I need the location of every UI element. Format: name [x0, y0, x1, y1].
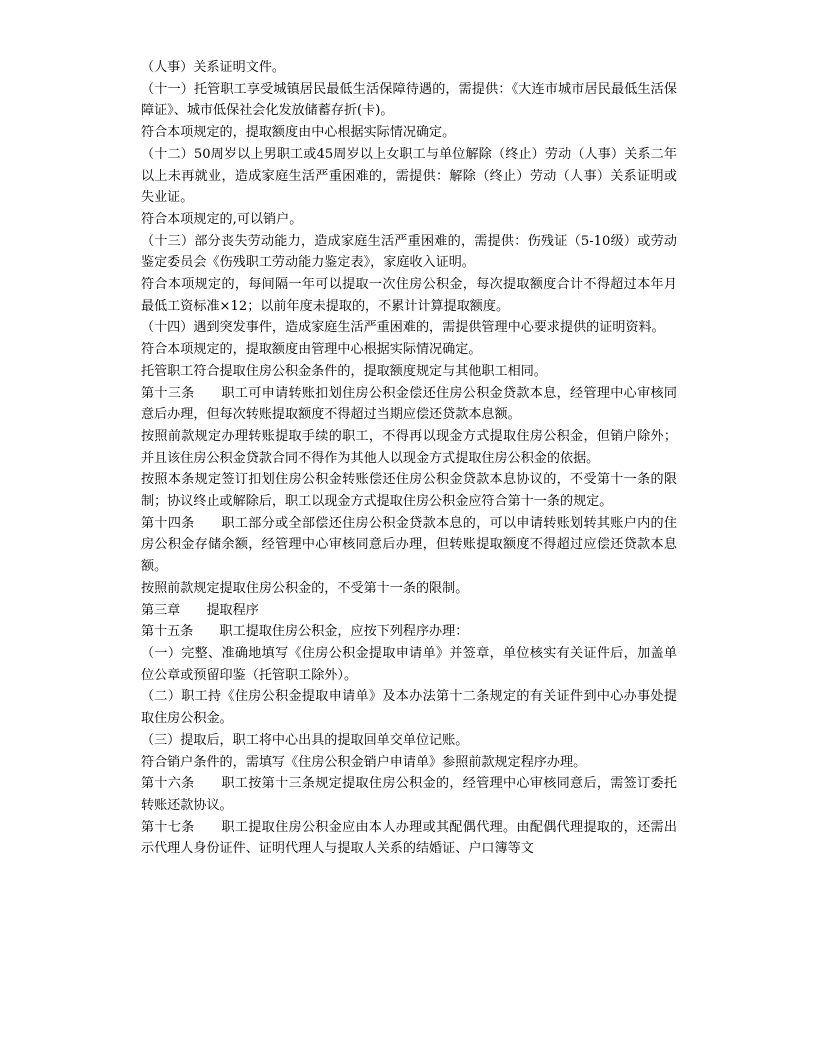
chapter-3-heading: 第三章 提取程序: [141, 602, 259, 618]
paragraph-13: 按照本条规定签订扣划住房公积金转账偿还住房公积金贷款本息协议的，不受第十一条的限制；协议终止或解除后，职工以现金方式提取住房公积金应符合第十一条的规定。: [141, 472, 677, 510]
article-14: 第十四条 职工部分或全部偿还住房公积金贷款本息的，可以申请转账划转其账户内的住房公积金存储余额，经管理中心审核同意后办理，但转账提取额度不得超过应偿还贷款本息额。: [141, 515, 677, 575]
procedure-step-2: （二）职工持《住房公积金提取申请单》及本办法第十二条规定的有关证件到中心办事处提取住房公积金。: [141, 689, 677, 727]
paragraph-2: （十一）托管职工享受城镇居民最低生活保障待遇的，需提供：《大连市城市居民最低生活保障证》、城市低保社会化发放储蓄存折(卡)。: [141, 81, 677, 119]
article-17: 第十七条 职工提取住房公积金应由本人办理或其配偶代理。由配偶代理提取的，还需出示代理人身份证件、证明代理人与提取人关系的结婚证、户口簿等文: [141, 819, 677, 857]
paragraph-7: 符合本项规定的，每间隔一年可以提取一次住房公积金，每次提取额度合计不得超过本年月最低工资标准×12；以前年度未提取的，不累计计算提取额度。: [141, 277, 677, 314]
paragraph-12: 按照前款规定办理转账提取手续的职工，不得再以现金方式提取住房公积金，但销户除外；并且该住房公积金贷款合同不得作为其他人以现金方式提取住房公积金的依据。: [141, 428, 677, 466]
article-16: 第十六条 职工按第十三条规定提取住房公积金的，经管理中心审核同意后，需签订委托转账还款协议。: [141, 776, 677, 813]
paragraph-10: 托管职工符合提取住房公积金条件的，提取额度规定与其他职工相同。: [141, 363, 547, 379]
document-body: [141, 57, 677, 860]
paragraph-21: 符合销户条件的，需填写《住房公积金销户申请单》参照前款规定程序办理。: [141, 754, 587, 770]
procedure-step-3: （三）提取后，职工将中心出具的提取回单交单位记账。: [141, 732, 469, 748]
paragraph-6: （十三）部分丧失劳动能力，造成家庭生活严重困难的，需提供：伤残证（5-10级）或劳动鉴定委员会《伤残职工劳动能力鉴定表》，家庭收入证明。: [141, 233, 677, 271]
paragraph-5: 符合本项规定的,可以销户。: [141, 211, 303, 227]
paragraph-9: 符合本项规定的，提取额度由管理中心根据实际情况确定。: [141, 342, 482, 358]
paragraph-8: （十四）遇到突发事件，造成家庭生活严重困难的，需提供管理中心要求提供的证明资料。: [141, 320, 665, 336]
paragraph-15: 按照前款规定提取住房公积金的，不受第十一条的限制。: [141, 580, 469, 596]
paragraph-4: （十二）50周岁以上男职工或45周岁以上女职工与单位解除（终止）劳动（人事）关系二年以上未再就业，造成家庭生活严重困难的，需提供：解除（终止）劳动（人事）关系证明或失业证。: [141, 146, 677, 206]
article-15: 第十五条 职工提取住房公积金，应按下列程序办理：: [141, 624, 469, 640]
paragraph-3: 符合本项规定的，提取额度由中心根据实际情况确定。: [141, 125, 456, 141]
procedure-step-1: （一）完整、准确地填写《住房公积金提取申请单》并签章，单位核实有关证件后，加盖单位公章或预留印鉴（托管职工除外）。: [141, 645, 677, 683]
article-13: 第十三条 职工可申请转账扣划住房公积金偿还住房公积金贷款本息，经管理中心审核同意后办理，但每次转账提取额度不得超过当期应偿还贷款本息额。: [141, 385, 677, 423]
paragraph-1: （人事）关系证明文件。: [141, 60, 286, 75]
